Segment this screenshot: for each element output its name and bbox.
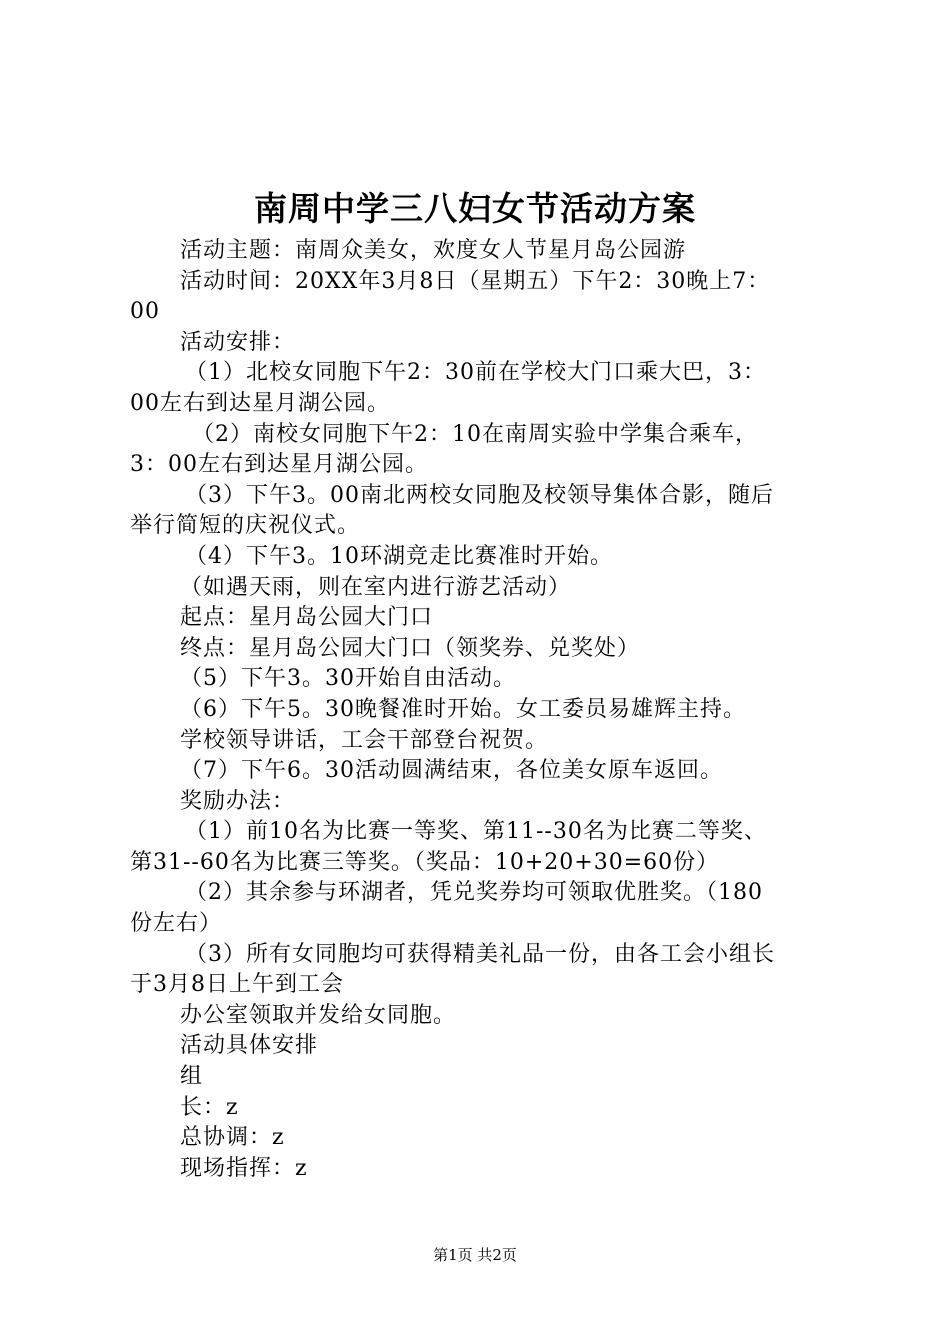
- text-line: 活动具体安排: [180, 1033, 319, 1059]
- page-footer: 第1页 共2页: [433, 1246, 517, 1264]
- text-line: （1）前10名为比赛一等奖、第11--30名为比赛二等奖、: [185, 819, 767, 845]
- text-line: 00: [130, 299, 160, 325]
- text-line: （4）下午3。10环湖竞走比赛准时开始。: [185, 543, 613, 569]
- text-line: （5）下午3。30开始自由活动。: [180, 666, 516, 692]
- text-line: 3：00左右到达星月湖公园。: [130, 452, 428, 478]
- text-line: 办公室领取并发给女同胞。: [180, 1002, 457, 1028]
- text-line: （2）其余参与环湖者，凭兑奖券均可领取优胜奖。（180: [185, 880, 763, 906]
- text-line: 活动安排：: [180, 329, 296, 355]
- text-line: （3）所有女同胞均可获得精美礼品一份，由各工会小组长: [185, 941, 775, 967]
- text-line: （6）下午5。30晚餐准时开始。女工委员易雄辉主持。: [180, 696, 746, 722]
- text-line: （3）下午3。00南北两校女同胞及校领导集体合影，随后: [185, 482, 774, 508]
- document-title: 南周中学三八妇女节活动方案: [254, 189, 696, 228]
- text-line: 第31--60名为比赛三等奖。（奖品：10+20+30=60份）: [130, 849, 720, 875]
- text-line: 组: [180, 1064, 204, 1090]
- text-line: 现场指挥：z: [180, 1155, 308, 1181]
- text-line: （如遇天雨，则在室内进行游艺活动）: [180, 574, 572, 600]
- document-body: [130, 236, 835, 1184]
- text-line: 长：z: [180, 1094, 239, 1120]
- text-line: 举行简短的庆祝仪式。: [130, 513, 361, 539]
- text-line: （2）南校女同胞下午2：10在南周实验中学集合乘车，: [192, 421, 758, 447]
- text-line: 总协调：z: [180, 1125, 285, 1151]
- text-line: 起点：星月岛公园大门口: [180, 605, 434, 631]
- text-line: 份左右）: [130, 911, 223, 937]
- text-line: （1）北校女同胞下午2：30前在学校大门口乘大巴，3：: [185, 360, 766, 386]
- text-line: 学校领导讲话，工会干部登台祝贺。: [180, 727, 549, 753]
- text-line: 奖励办法：: [180, 788, 296, 814]
- text-line: 终点：星月岛公园大门口（领奖券、兑奖处）: [180, 635, 641, 661]
- text-line: 于3月8日上午到工会: [130, 972, 344, 998]
- text-line: 活动主题：南周众美女，欢度女人节星月岛公园游: [180, 238, 687, 263]
- text-line: （7）下午6。30活动圆满结束，各位美女原车返回。: [180, 758, 723, 784]
- text-line: 活动时间：20XX年3月8日（星期五）下午2：30晚上7：: [180, 268, 771, 294]
- text-line: 00左右到达星月湖公园。: [130, 390, 390, 416]
